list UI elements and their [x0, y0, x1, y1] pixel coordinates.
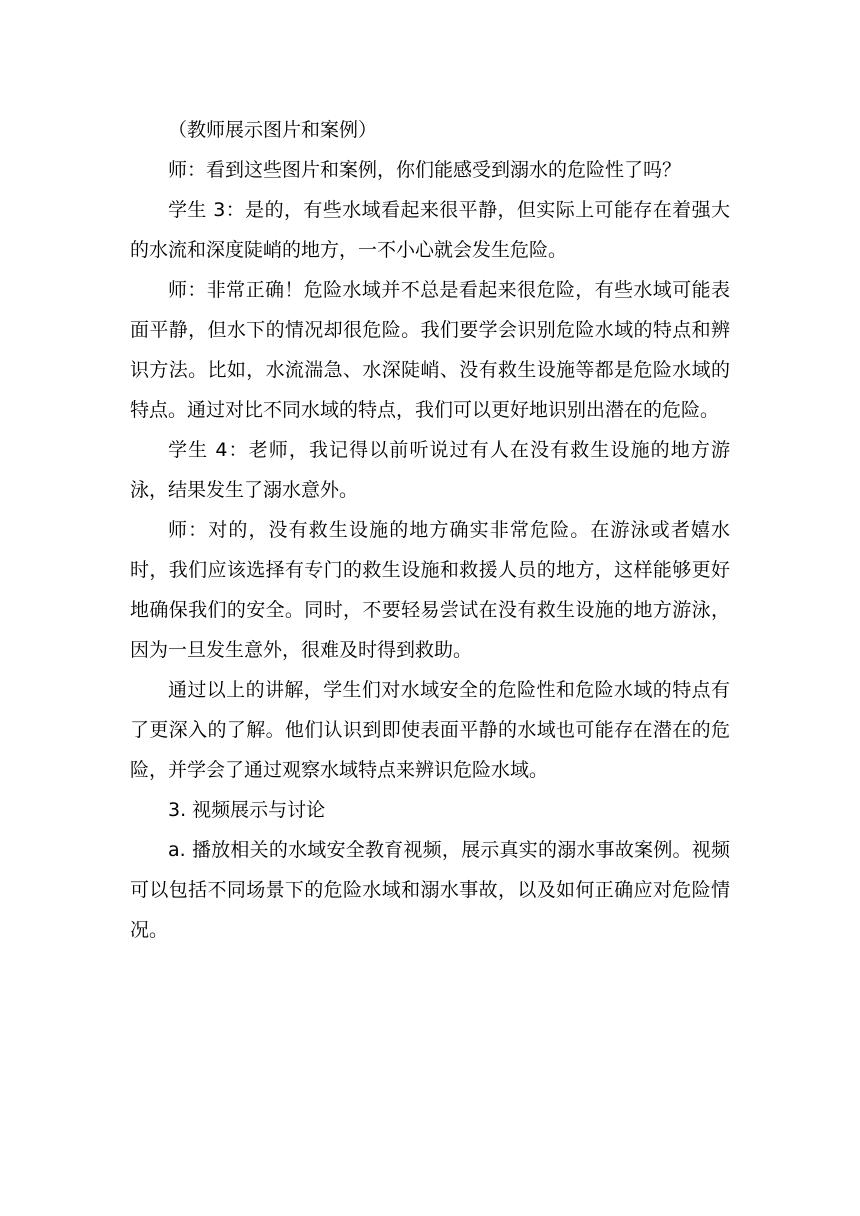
paragraph-teacher-shows-images: （教师展示图片和案例）: [168, 119, 378, 141]
document-page: [130, 110, 730, 950]
section-heading-video-discussion: 3. 视频展示与讨论: [168, 799, 326, 821]
paragraph-summary: 通过以上的讲解，学生们对水域安全的危险性和危险水域的特点有了更深入的了解。他们认识到即使表面平静的水域也可能存在潜在的危险，并学会了通过观察水域特点来辨识危险水域。: [130, 679, 730, 781]
paragraph-teacher-dangerous-waters: 师：非常正确！危险水域并不总是看起来很危险，有些水域可能表面平静，但水下的情况却很危险。我们要学会识别危险水域的特点和辨识方法。比如，水流湍急、水深陡峭、没有救生设施等都是危险水域的特点。通过对比不同水域的特点，我们可以更好地识别出潜在的危险。: [130, 279, 730, 421]
paragraph-video-item-a: a. 播放相关的水域安全教育视频，展示真实的溺水事故案例。视频可以包括不同场景下的危险水域和溺水事故，以及如何正确应对危险情况。: [130, 839, 730, 941]
paragraph-teacher-question: 师：看到这些图片和案例，你们能感受到溺水的危险性了吗？: [168, 159, 682, 181]
paragraph-student-3: 学生 3：是的，有些水域看起来很平静，但实际上可能存在着强大的水流和深度陡峭的地方，一不小心就会发生危险。: [130, 199, 730, 261]
paragraph-student-4: 学生 4：老师，我记得以前听说过有人在没有救生设施的地方游泳，结果发生了溺水意外。: [130, 439, 730, 501]
paragraph-teacher-lifesaving-facilities: 师：对的，没有救生设施的地方确实非常危险。在游泳或者嬉水时，我们应该选择有专门的救生设施和救援人员的地方，这样能够更好地确保我们的安全。同时，不要轻易尝试在没有救生设施的地方游泳，因为一旦发生意外，很难及时得到救助。: [130, 519, 730, 661]
